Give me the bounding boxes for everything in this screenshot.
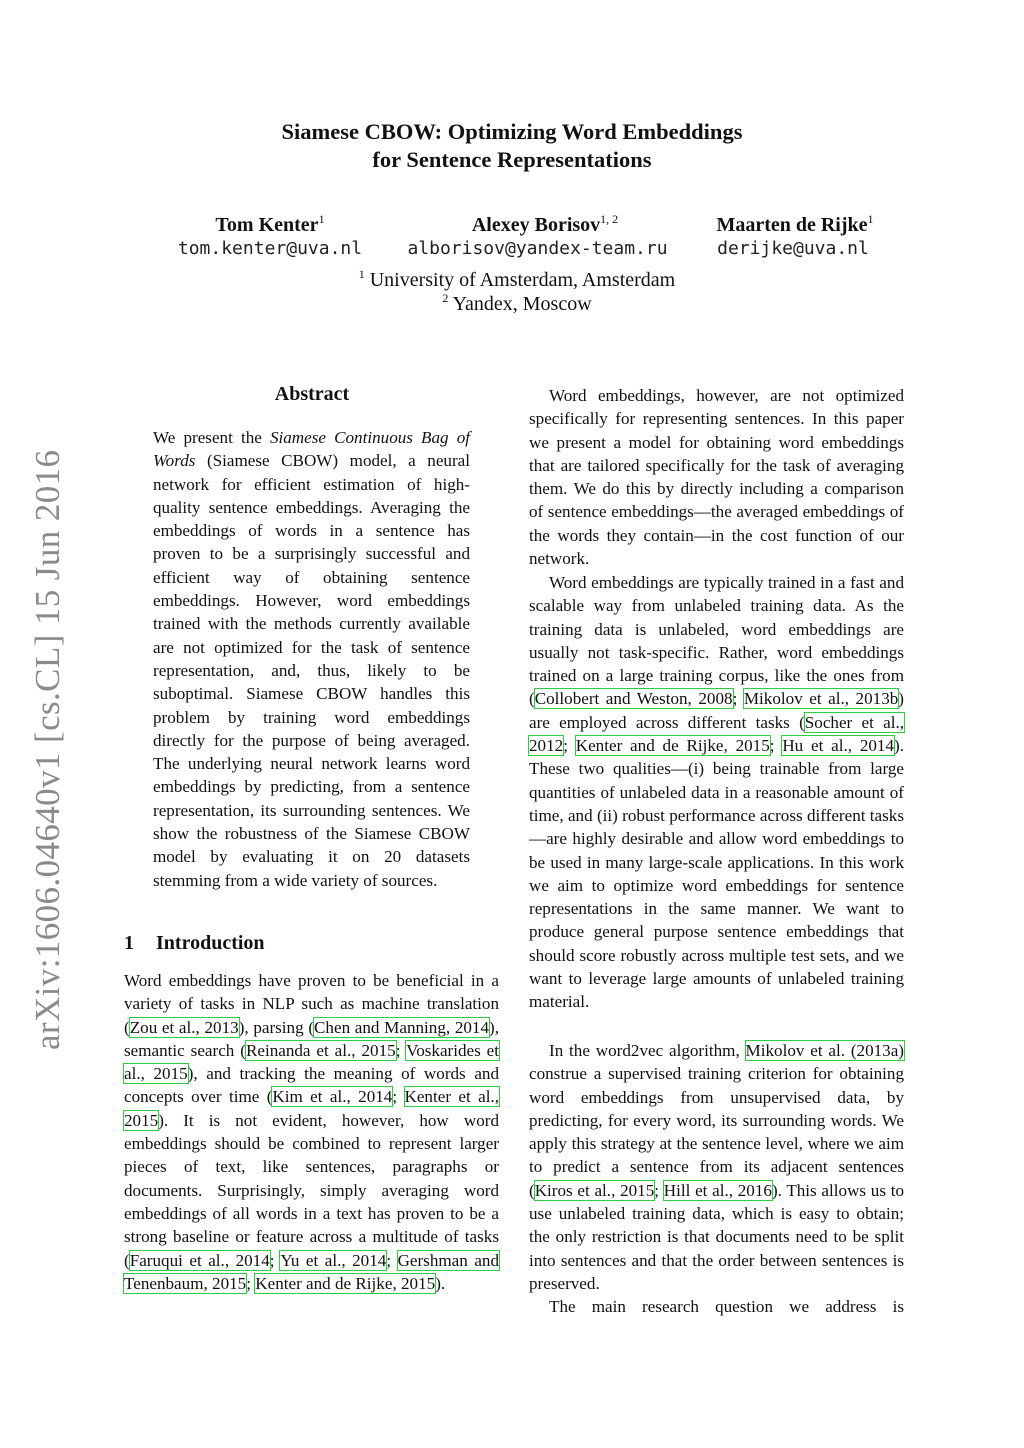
citation-link[interactable]: Yu et al., 2014	[280, 1250, 387, 1270]
citation-link[interactable]: Socher et al., 2012	[529, 712, 904, 756]
citation-link[interactable]: Chen and Manning, 2014	[314, 1017, 490, 1037]
affiliation-text: University of Amsterdam, Amsterdam	[369, 269, 676, 291]
author-affiliation-mark: 1	[867, 212, 874, 226]
citation-link[interactable]: Zou et al., 2013	[129, 1017, 239, 1037]
paragraph-text: The main research question we address is	[549, 1297, 904, 1316]
affiliation-1	[0, 267, 1024, 292]
author-1	[160, 212, 380, 237]
citation-link[interactable]: Kenter et al., 2015	[124, 1087, 499, 1130]
section-title: Introduction	[156, 932, 265, 954]
right-paragraph-3	[529, 1039, 904, 1295]
author-name: Maarten de Rijke	[716, 214, 868, 236]
citation-link[interactable]: Gershman and Tenenbaum, 2015	[124, 1250, 499, 1293]
paragraph-text: ), parsing (	[238, 1017, 315, 1037]
paragraph-text: ).	[435, 1273, 446, 1293]
right-paragraph-1	[529, 384, 904, 570]
citation-link[interactable]: Mikolov et al., 2013b	[743, 689, 899, 709]
author-affiliation-mark: 1, 2	[600, 212, 619, 226]
paragraph-text: ;	[392, 1087, 405, 1107]
right-paragraph-4	[529, 1295, 904, 1318]
citation-link[interactable]: Hill et al., 2016	[663, 1180, 772, 1200]
paragraph-text: ;	[769, 736, 783, 756]
citation-link[interactable]: Kenter and de Rijke, 2015	[255, 1273, 436, 1293]
paragraph-text: ) are employed across different tasks (	[529, 689, 904, 732]
model-name-emphasis: Siamese Continuous Bag of Words	[153, 428, 471, 471]
affiliation-text: Yandex, Moscow	[452, 293, 592, 315]
paragraph-text: Word embeddings, however, are not optimized specifically for representing sentences. In this paper we present a model for obtaining word embeddings that are tailored specifically for the task of averaging them. We do this by directly including a comparison of sentence embeddings—the averaged embeddings of the words they contain—in the cost function of our network.	[529, 386, 904, 569]
paragraph-text: ;	[269, 1250, 281, 1270]
citation-link[interactable]: Reinanda et al., 2015	[245, 1040, 396, 1060]
intro-paragraph-1	[124, 969, 499, 1295]
author-name: Tom Kenter	[215, 214, 319, 236]
paragraph-text: ). It is not evident, however, how word embeddings should be combined to represent larger pieces of text, like sentences, paragraphs or documents. Surprisingly, simply averaging word embeddings of all words in a text has proven to be a strong baseline or feature across a multitude of tasks (	[124, 1110, 499, 1270]
abstract-text	[153, 426, 470, 892]
paragraph-text: ;	[246, 1273, 256, 1293]
abstract-text-start: We present the	[153, 428, 270, 447]
author-2	[400, 212, 690, 237]
author-1-email: tom.kenter@uva.nl	[177, 238, 363, 259]
right-paragraph-2	[529, 571, 904, 1014]
author-3	[700, 212, 890, 237]
paragraph-text: ;	[386, 1250, 398, 1270]
citation-link[interactable]: Kiros et al., 2015	[534, 1180, 655, 1200]
affiliation-mark: 2	[442, 291, 449, 305]
affiliation-mark: 1	[358, 267, 365, 281]
paragraph-text: ;	[563, 736, 576, 756]
paragraph-text: Word embeddings have proven to be beneficial in a variety of tasks in NLP such as machine translation (	[124, 971, 499, 1037]
paragraph-text: ;	[732, 689, 744, 709]
paragraph-text: ). These two qualities—(i) being trainable from large quantities of unlabeled data in a reasonable amount of time, and (ii) robust performance across different tasks—are highly desirable and allow word embeddings to be used in many large-scale applications. In this work we aim to optimize word embeddings for sentence representations in the same manner. We want to produce general purpose sentence embeddings that should score robustly across multiple test sets, and we want to leverage large amounts of unlabeled training material.	[529, 736, 904, 1012]
paragraph-text: ;	[395, 1040, 407, 1060]
citation-link[interactable]: Mikolov et al. (2013a)	[745, 1041, 904, 1060]
citation-link[interactable]: Collobert and Weston, 2008	[534, 689, 733, 709]
citation-link[interactable]: Faruqui et al., 2014	[129, 1250, 270, 1270]
author-name: Alexey Borisov	[471, 214, 601, 236]
author-affiliation-mark: 1	[318, 212, 325, 226]
paragraph-text: ). This allows us to use unlabeled training data, which is easy to obtain; the only restriction is that documents need to be split into sentences and that the order between sentences is preserved.	[529, 1180, 905, 1293]
affiliation-2	[0, 291, 1024, 316]
citation-link[interactable]: Kenter and de Rijke, 2015	[575, 736, 770, 756]
paragraph-text: ), semantic search (	[124, 1017, 499, 1060]
paragraph-text: In the word2vec algorithm,	[549, 1041, 746, 1060]
citation-link[interactable]: Kim et al., 2014	[272, 1087, 393, 1107]
author-3-email: derijke@uva.nl	[717, 238, 869, 259]
abstract-heading: Abstract	[274, 383, 350, 405]
paragraph-text: ;	[654, 1180, 664, 1200]
section-heading-introduction	[124, 932, 265, 955]
paragraph-text: Word embeddings are typically trained in a fast and scalable way from unlabeled training data. As the training data is unlabeled, word embeddings are usually not task-specific. Rather, word embeddings trained on a large training corpus, like the ones from (	[529, 573, 904, 709]
paper-title-line-2: for Sentence Representations	[372, 147, 652, 172]
author-2-email: alborisov@yandex-team.ru	[407, 238, 668, 259]
paragraph-text: construe a supervised training criterion for obtaining word embeddings from unsupervised data, by predicting, for every word, its surrounding words. We apply this strategy at the sentence level, where we aim to predict a sentence from its adjacent sentences (	[529, 1064, 904, 1200]
abstract-text-rest: (Siamese CBOW) model, a neural network for efficient estimation of high-quality sentence embeddings. Averaging the embeddings of words in a sentence has proven to be a surprisingly successful and efficient way of obtaining sentence embeddings. However, word embeddings trained with the methods currently available are not optimized for the task of sentence representation, and, thus, likely to be suboptimal. Siamese CBOW handles this problem by training word embeddings directly for the purpose of being averaged. The underlying neural network learns word embeddings by predicting, from a sentence representation, its surrounding sentences. We show the robustness of the Siamese CBOW model by evaluating it on 20 datasets stemming from a wide variety of sources.	[153, 451, 470, 890]
paper-title-line-1: Siamese CBOW: Optimizing Word Embeddings	[281, 119, 743, 144]
citation-link[interactable]: Voskarides et al., 2015	[124, 1040, 500, 1084]
section-number: 1	[124, 932, 134, 954]
paragraph-text: ), and tracking the meaning of words and concepts over time (	[124, 1064, 499, 1107]
arxiv-stamp: arXiv:1606.04640v1 [cs.CL] 15 Jun 2016	[28, 449, 67, 1050]
citation-link[interactable]: Hu et al., 2014	[782, 736, 895, 756]
